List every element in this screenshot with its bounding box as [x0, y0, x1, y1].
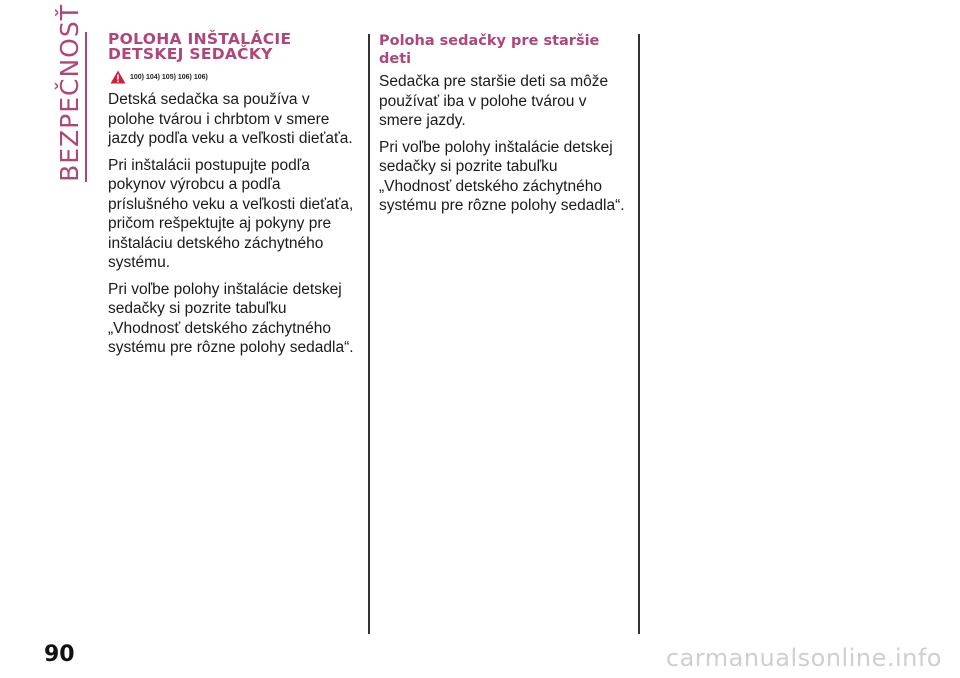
warning-reference-numbers: 100) 104) 105) 106) 106) — [130, 73, 208, 81]
page-number: 90 — [44, 642, 75, 667]
column-divider-2 — [638, 34, 640, 634]
section-heading-line2: DETSKEJ SEDAČKY — [108, 45, 273, 63]
warning-triangle-icon — [110, 70, 126, 84]
left-column — [108, 32, 358, 365]
subsection-heading: Poloha sedačky pre staršie deti — [379, 33, 600, 67]
body-paragraph: Pri voľbe polohy inštalácie detskej sedačky si pozrite tabuľku „Vhodnosť detského záchytného systému pre rôzne polohy sedadla“. — [108, 280, 354, 356]
right-column — [379, 32, 629, 223]
body-paragraph: Detská sedačka sa používa v polohe tvárou i chrbtom v smere jazdy podľa veku a veľkosti dieťaťa. — [108, 91, 353, 147]
section-heading-line1: POLOHA INŠTALÁCIE — [108, 30, 292, 48]
watermark: carmanualsonline.info — [665, 644, 942, 672]
body-paragraph: Pri inštalácii postupujte podľa pokynov výrobcu a podľa príslušného veku a veľkosti dieťaťa, pričom rešpektujte aj pokyny pre inštaláciu detského záchytného systému. — [108, 156, 354, 271]
section-heading — [108, 32, 358, 62]
body-paragraph: Pri voľbe polohy inštalácie detskej sedačky si pozrite tabuľku „Vhodnosť detského záchytného systému pre rôzne polohy sedadla“. — [379, 138, 625, 214]
column-divider-1 — [368, 34, 370, 634]
section-tab-label: BEZPEČNOSŤ — [54, 4, 84, 182]
section-tab — [52, 4, 86, 182]
warning-references — [110, 70, 358, 84]
body-paragraph: Sedačka pre staršie deti sa môže používať iba v polohe tvárou v smere jazdy. — [379, 73, 609, 129]
section-tab-rule — [85, 32, 87, 182]
